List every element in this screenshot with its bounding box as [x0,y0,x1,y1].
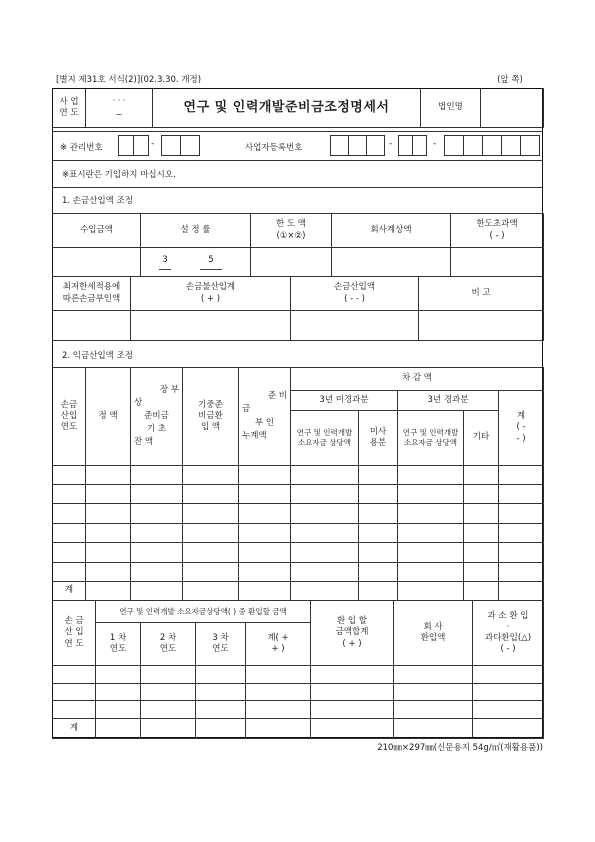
reversal-sum-cell [311,666,394,684]
corp-name-value [481,89,544,128]
disallowed-cumulative-cell [239,504,291,524]
year-tilde: ~ [115,110,123,119]
unused-header: 미사 용분 [359,411,398,466]
header-line: 상 [134,397,143,408]
book-balance-cell [131,524,183,543]
reserve-amount-cell [86,466,131,485]
other-header: 기타 [464,411,499,466]
title-block [52,88,544,128]
under-over-reversal-cell [473,719,544,739]
rate-numerator: 3 [162,254,168,265]
year-1-cell [96,701,141,719]
reversal-group-header: 연구 및 인력개발 소요자금상당액( ) 중 환입할 금액 [96,601,311,623]
reversal-sum-cell [311,719,394,739]
page-side-label: (앞 쪽) [497,75,523,85]
reserve-amount-cell [86,582,131,601]
disallowed-cumulative-cell [239,466,291,485]
separator-dash: - [433,139,437,149]
year-2-cell [141,719,196,739]
digit-box [161,135,181,156]
header-line: 잔 액 [134,437,154,448]
form-title: 연구 및 인력개발준비금조정명세서 [153,89,421,128]
reserve-table [52,367,544,601]
header-line: 준비금 [144,410,169,421]
header-line: 준 비 [267,391,287,402]
year-1-cell [96,666,141,684]
section2-heading: 2. 익금산입액 조정 [62,351,133,361]
under-over-reversal-header: 과 소 환 입 · 과다환입(△) ( - ) [473,601,544,666]
reserve-amount-header: 정 액 [86,368,131,466]
unused-cell [359,504,398,524]
year-sum-cell [246,701,311,719]
other-cell [464,524,499,543]
digit-box [118,135,134,156]
reserve-table-row [53,543,544,563]
reversal-header-row [53,601,544,623]
year-date-dots: · · · [112,96,126,105]
digit-box [463,135,483,156]
in-year-reversal-header: 기중준 비금환 입 액 [183,368,239,466]
year-3-cell [196,666,246,684]
business-year-label: 사 업 연 도 [53,89,86,128]
difference-header: 차 감 액 [291,368,544,391]
expired-rd-header: 연구 및 인력개발 소요자금 상당액 [398,411,464,466]
adjust-table [52,276,544,341]
limit-table [52,213,544,277]
unused-cell [359,582,398,601]
unexpired-rd-cell [291,485,359,504]
non-deductible-total-cell [131,311,291,341]
unused-cell [359,485,398,504]
disallowed-cumulative-cell [239,485,291,504]
reserve-year-header: 손금 산입 연도 [53,368,86,466]
difference-total-cell [499,466,544,485]
year-3-header: 3 차 연도 [196,623,246,666]
separator-dash: - [389,139,393,149]
header-line: 누계액 [242,430,267,441]
book-balance-cell [131,563,183,582]
divider [52,187,543,188]
in-year-reversal-cell [183,466,239,485]
digit-box [501,135,521,156]
expired-rd-cell [398,524,464,543]
header-line: 기 초 [146,424,167,435]
difference-total-header: 계 ( - - ) [499,391,544,466]
rate-fraction [199,255,223,270]
form-code: [별지 제31호 서식(2)](02.3.30. 개정) [56,75,202,85]
revenue-header: 수입금액 [53,214,141,248]
reserve-year-cell [53,563,86,582]
unexpired-rd-cell [291,466,359,485]
reserve-year-cell [53,543,86,563]
in-year-reversal-cell [183,504,239,524]
header-line: 장 부 [159,384,179,395]
unused-cell [359,563,398,582]
reserve-year-cell [53,485,86,504]
other-cell [464,485,499,504]
min-tax-disallowed-header: 최저한세적용에 따른손금부인액 [53,277,131,311]
fraction-bar [200,269,222,270]
other-cell [464,582,499,601]
expired-rd-cell [398,504,464,524]
under-over-reversal-cell [473,684,544,701]
reserve-year-cell [53,524,86,543]
reversal-year-cell [53,666,96,684]
deductible-amount-cell [291,311,419,341]
reversal-year-cell [53,701,96,719]
unexpired-rd-cell [291,563,359,582]
digit-box [520,135,540,156]
reversal-year-cell [53,684,96,701]
reserve-header-row [53,368,544,391]
bizno-boxes-1 [330,135,385,156]
digit-box [133,135,149,156]
reserve-amount-cell [86,485,131,504]
bizno-boxes-2 [398,135,427,156]
company-recorded-cell [332,248,451,277]
year-1-cell [96,684,141,701]
under-over-reversal-cell [473,701,544,719]
reversal-year-header: 손 금 산 입 연 도 [53,601,96,666]
digit-box [366,135,385,156]
unexpired-rd-cell [291,524,359,543]
reversal-sum-header: 환 입 할 금액합계 ( + ) [311,601,394,666]
expired-rd-cell [398,485,464,504]
section1-heading: 1. 손금산입액 조정 [62,196,133,206]
reserve-table-row [53,524,544,543]
reserve-total-label: 계 [53,582,86,601]
in-year-reversal-cell [183,524,239,543]
separator-dash: - [151,139,155,149]
disallowed-cumulative-cell [239,582,291,601]
rate-numerator: 5 [208,254,214,265]
expired-3yr-header: 3년 경과분 [398,391,499,411]
reversal-sum-cell [311,684,394,701]
difference-total-cell [499,524,544,543]
year-3-cell [196,684,246,701]
mgmt-number-boxes-2 [161,135,200,156]
unexpired-rd-cell [291,504,359,524]
difference-total-cell [499,504,544,524]
header-line: 금 [242,404,251,415]
reserve-table-row [53,563,544,582]
disallowed-cumulative-cell [239,563,291,582]
company-reversal-cell [394,684,473,701]
limit-table-header-row [53,214,544,248]
digit-box [330,135,349,156]
mgmt-number-boxes-1 [118,135,149,156]
reserve-amount-cell [86,524,131,543]
reserve-table-row [53,466,544,485]
year-2-cell [141,666,196,684]
reversal-table [52,600,544,739]
rate-fraction [157,255,173,270]
bizno-boxes-3 [444,135,540,156]
in-year-reversal-cell [183,543,239,563]
disallowed-cumulative-cell [239,524,291,543]
digit-box [398,135,413,156]
min-tax-disallowed-cell [53,311,131,341]
limit-excess-header: 한도초과액 ( - ) [451,214,544,248]
year-sum-cell [246,666,311,684]
difference-total-cell [499,543,544,563]
other-cell [464,563,499,582]
limit-amount-cell [251,248,332,277]
year-2-cell [141,684,196,701]
book-balance-cell [131,485,183,504]
paper-size-note: 210㎜×297㎜(신문용지 54g/㎡(재활용품)) [377,743,543,753]
notice-text: ※표시란은 기입하지 마십시오. [62,170,176,180]
header-line: 부 인 [254,417,275,428]
reserve-year-cell [53,466,86,485]
digit-box [482,135,502,156]
reversal-table-row [53,701,544,719]
book-balance-cell [131,582,183,601]
registration-row [52,131,543,161]
limit-amount-header: 한 도 액 (①×②) [251,214,332,248]
book-balance-cell [131,543,183,563]
reversal-table-row [53,666,544,684]
fraction-bar [159,269,171,270]
company-reversal-cell [394,701,473,719]
digit-box [348,135,367,156]
reversal-table-row [53,684,544,701]
year-3-cell [196,701,246,719]
unused-cell [359,524,398,543]
book-balance-lines [131,384,182,450]
unexpired-rd-cell [291,543,359,563]
reserve-table-row [53,504,544,524]
expired-rd-cell [398,563,464,582]
disallowed-lines [239,390,290,443]
mgmt-number-label: ※ 관리번호 [60,143,103,153]
limit-table-row [53,248,544,277]
in-year-reversal-cell [183,563,239,582]
adjust-table-row [53,311,544,341]
digit-box [180,135,200,156]
corp-name-label: 법인명 [421,89,481,128]
in-year-reversal-cell [183,485,239,504]
disallowed-cumulative-cell [239,543,291,563]
book-balance-cell [131,466,183,485]
company-reversal-cell [394,719,473,739]
year-1-cell [96,719,141,739]
company-recorded-header: 회사계상액 [332,214,451,248]
book-balance-header [131,368,183,466]
business-year-period [86,89,153,128]
reversal-total-label: 계 [53,719,96,739]
unused-cell [359,466,398,485]
business-number-label: 사업자등록번호 [245,143,303,153]
rate-header: 설 정 률 [141,214,251,248]
reversal-total-row [53,719,544,739]
reversal-sum-cell [311,701,394,719]
other-cell [464,466,499,485]
difference-total-cell [499,485,544,504]
reserve-amount-cell [86,543,131,563]
company-reversal-cell [394,666,473,684]
digit-box [444,135,464,156]
unexpired-3yr-header: 3년 미경과분 [291,391,398,411]
rate-values-cell [141,248,251,277]
company-reversal-header: 회 사 환입액 [394,601,473,666]
year-sum-cell [246,719,311,739]
under-over-reversal-cell [473,666,544,684]
reserve-table-row [53,485,544,504]
adjust-table-header-row [53,277,544,311]
year-sum-cell [246,684,311,701]
difference-total-cell [499,563,544,582]
year-sum-header: 계( + + ) [246,623,311,666]
year-2-header: 2 차 연도 [141,623,196,666]
book-balance-cell [131,504,183,524]
reserve-total-row [53,582,544,601]
reserve-amount-cell [86,563,131,582]
year-3-cell [196,719,246,739]
unused-cell [359,543,398,563]
disallowed-cumulative-header [239,368,291,466]
limit-excess-cell [451,248,544,277]
expired-rd-cell [398,466,464,485]
reserve-year-cell [53,504,86,524]
deductible-amount-header: 손금산입액 ( - - ) [291,277,419,311]
difference-total-cell [499,582,544,601]
expired-rd-cell [398,582,464,601]
other-cell [464,543,499,563]
remarks-header: 비 고 [419,277,544,311]
year-1-header: 1 차 연도 [96,623,141,666]
other-cell [464,504,499,524]
remarks-cell [419,311,544,341]
non-deductible-total-header: 손금불산입계 ( + ) [131,277,291,311]
digit-box [412,135,427,156]
reserve-amount-cell [86,504,131,524]
expired-rd-cell [398,543,464,563]
unexpired-rd-header: 연구 및 인력개발 소요자금 상당액 [291,411,359,466]
unexpired-rd-cell [291,582,359,601]
year-2-cell [141,701,196,719]
in-year-reversal-cell [183,582,239,601]
revenue-cell [53,248,141,277]
